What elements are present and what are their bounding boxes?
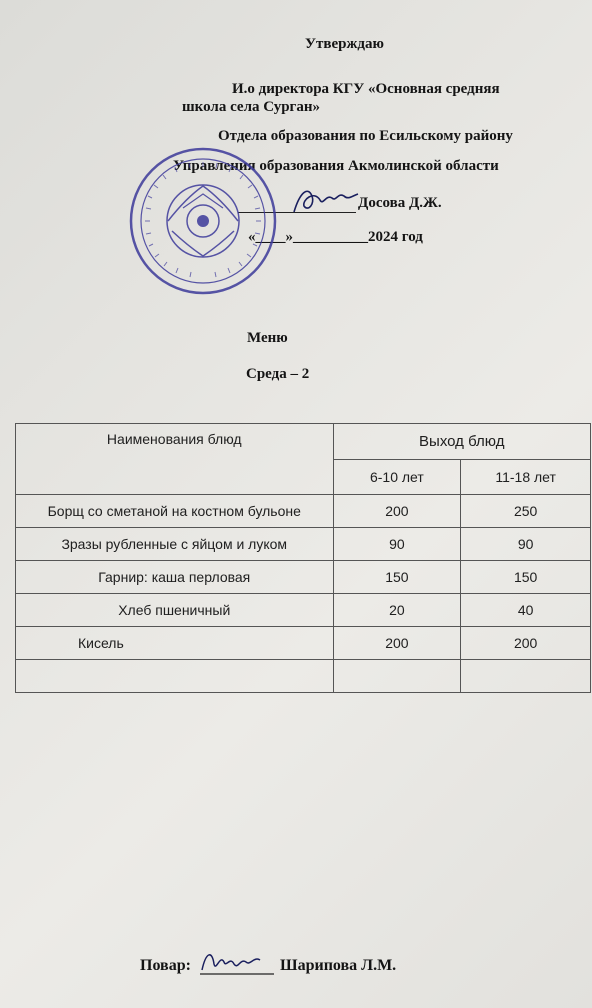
portion-6-10: 150 (333, 561, 461, 594)
approval-date-line: «____»__________2024 год (248, 229, 423, 245)
director-signature-icon (290, 182, 362, 218)
dish-name-header: Наименования блюд (16, 424, 334, 495)
director-name: Досова Д.Ж. (358, 195, 442, 211)
dish-name (16, 660, 334, 693)
portion-11-18: 200 (461, 627, 591, 660)
dish-name: Борщ со сметаной на костном бульоне (16, 495, 334, 528)
menu-day: Среда – 2 (246, 366, 310, 382)
portion-11-18: 150 (461, 561, 591, 594)
dish-name: Кисель (16, 627, 334, 660)
portion-6-10: 90 (333, 528, 461, 561)
portion-6-10 (333, 660, 461, 693)
approval-department: Отдела образования по Есильскому району (218, 128, 513, 144)
table-row (16, 528, 591, 561)
table-row (16, 660, 591, 693)
portion-11-18 (461, 660, 591, 693)
menu-table (15, 423, 591, 693)
approval-school: школа села Сурган» (182, 99, 320, 115)
age-group-header: 6-10 лет (333, 460, 461, 495)
approval-heading: Утверждаю (305, 36, 384, 52)
dish-name: Зразы рубленные с яйцом и луком (16, 528, 334, 561)
output-header: Выход блюд (333, 424, 591, 460)
cook-name: Шарипова Л.М. (280, 957, 397, 974)
portion-11-18: 90 (461, 528, 591, 561)
portion-11-18: 250 (461, 495, 591, 528)
portion-11-18: 40 (461, 594, 591, 627)
portion-6-10: 200 (333, 495, 461, 528)
official-stamp-icon (128, 146, 278, 296)
menu-title: Меню (247, 330, 288, 346)
approval-position: И.о директора КГУ «Основная средняя (232, 81, 500, 97)
cook-label: Повар: (140, 957, 191, 974)
dish-name: Гарнир: каша перловая (16, 561, 334, 594)
portion-6-10: 20 (333, 594, 461, 627)
table-row (16, 495, 591, 528)
table-row (16, 627, 591, 660)
table-row (16, 561, 591, 594)
age-group-header: 11-18 лет (461, 460, 591, 495)
portion-6-10: 200 (333, 627, 461, 660)
approval-administration: Управления образования Акмолинской области (173, 158, 499, 174)
dish-name: Хлеб пшеничный (16, 594, 334, 627)
cook-signature-icon (196, 944, 276, 978)
table-row (16, 594, 591, 627)
